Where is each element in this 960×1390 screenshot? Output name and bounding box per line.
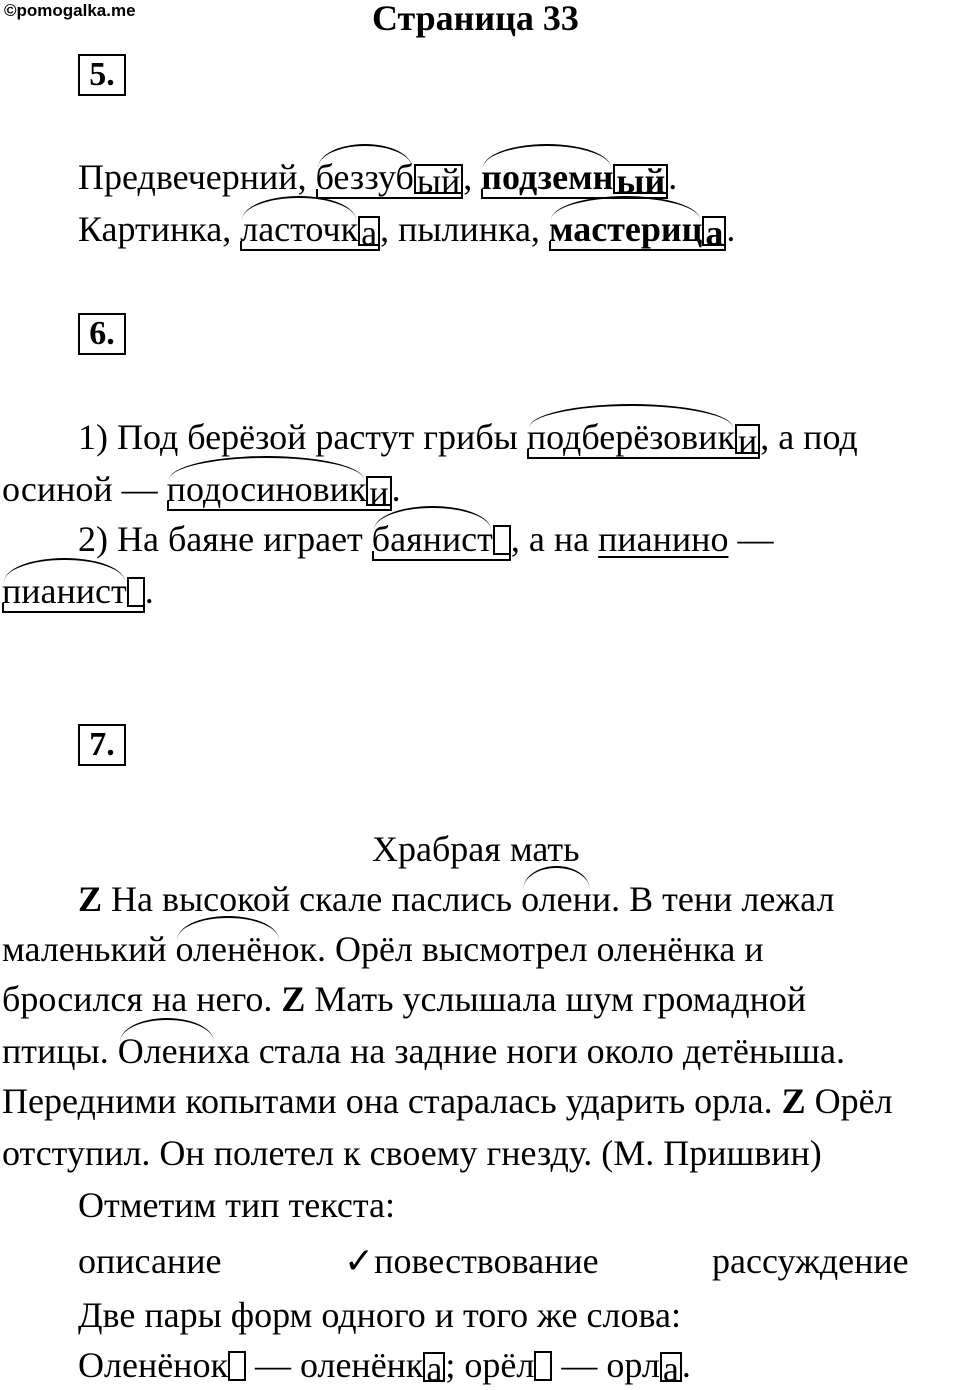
page-title: Страница 33 bbox=[372, 0, 579, 38]
word-base: ласточка bbox=[240, 204, 380, 254]
punct: , bbox=[463, 157, 473, 197]
task-7-number: 7. bbox=[78, 724, 126, 766]
word-base-bold: мастерица bbox=[549, 204, 726, 254]
word-ending: а bbox=[358, 216, 380, 246]
word-ending: и bbox=[735, 424, 760, 454]
story-line-6: отступил. Он полетел к своему гнезду. (М. Пришвин) bbox=[2, 1133, 822, 1173]
underlined-word: пианино bbox=[598, 519, 729, 559]
text: птицы. bbox=[2, 1031, 109, 1071]
text: 2) На баяне играет bbox=[78, 519, 363, 559]
word: Картинка, bbox=[78, 209, 232, 249]
story-line-4 bbox=[2, 1026, 845, 1076]
punct: . bbox=[681, 1345, 691, 1385]
word-base: подосиновики bbox=[167, 464, 392, 514]
text: ок. Орёл высмотрел оленёнка и bbox=[281, 929, 764, 969]
word-ending: ый bbox=[414, 164, 463, 194]
task-6-number: 6. bbox=[78, 313, 126, 355]
text: Передними копытами она старалась ударить орла. bbox=[2, 1081, 773, 1121]
text: бросился на него. bbox=[2, 979, 273, 1019]
root-word: Олени bbox=[118, 1026, 216, 1076]
text: Орёл bbox=[814, 1081, 893, 1121]
task-5-line-2 bbox=[78, 204, 735, 254]
task-5-line-1 bbox=[78, 152, 677, 202]
punct: . bbox=[144, 571, 154, 611]
story-line-1 bbox=[78, 874, 834, 924]
word: — орл bbox=[561, 1345, 660, 1385]
story-title: Храбрая мать bbox=[372, 829, 580, 869]
word-base: пианист bbox=[2, 566, 145, 616]
word-ending-empty bbox=[127, 577, 145, 607]
story-line-2 bbox=[2, 924, 764, 974]
word-ending-empty bbox=[493, 525, 511, 555]
word-ending: а bbox=[702, 216, 726, 246]
word: Предвечерний, bbox=[78, 157, 307, 197]
task-5-number: 5. bbox=[78, 54, 126, 96]
word: Оленёнок bbox=[78, 1345, 228, 1385]
word: — оленёнк bbox=[254, 1345, 424, 1385]
word: ; орёл bbox=[445, 1345, 535, 1385]
punct: . bbox=[726, 209, 736, 249]
text: , а под bbox=[760, 417, 858, 457]
text: Мать услышала шум громадной bbox=[314, 979, 807, 1019]
text: На высокой скале паслись bbox=[111, 879, 513, 919]
option-label: повествование bbox=[374, 1241, 599, 1281]
word-base: баянист bbox=[372, 514, 511, 564]
z-mark: Z bbox=[78, 879, 103, 919]
text: осиной — bbox=[2, 469, 158, 509]
text: 1) Под берёзой растут грибы bbox=[78, 417, 518, 457]
z-mark: Z bbox=[281, 979, 306, 1019]
task-6-sentence-1b bbox=[2, 464, 401, 514]
word-ending-empty bbox=[228, 1351, 246, 1381]
word-ending: а bbox=[423, 1352, 445, 1382]
word-pairs bbox=[78, 1340, 691, 1390]
z-mark: Z bbox=[781, 1081, 806, 1121]
option-description: описание bbox=[78, 1241, 222, 1281]
word: , пылинка, bbox=[380, 209, 540, 249]
word-base-bold: подземный bbox=[481, 152, 668, 202]
check-icon: ✓ bbox=[344, 1241, 375, 1282]
text: ха стала на задние ноги около детёныша. bbox=[216, 1031, 845, 1071]
punct: . bbox=[391, 469, 401, 509]
text: — bbox=[737, 519, 774, 559]
word-ending: а bbox=[660, 1352, 682, 1382]
word-ending: ый bbox=[613, 164, 668, 194]
pairs-label: Две пары форм одного и того же слова: bbox=[78, 1295, 681, 1335]
task-6-sentence-2b bbox=[2, 566, 154, 616]
task-6-sentence-2a bbox=[78, 514, 773, 564]
type-label: Отметим тип текста: bbox=[78, 1185, 395, 1225]
text: , а на bbox=[510, 519, 590, 559]
word-ending-empty bbox=[534, 1351, 552, 1381]
watermark: ©pomogalka.me bbox=[4, 1, 136, 20]
story-line-5 bbox=[2, 1076, 893, 1126]
word-base: беззубый bbox=[316, 152, 464, 202]
text: и. В тени лежал bbox=[591, 879, 835, 919]
option-reasoning: рассуждение bbox=[712, 1241, 909, 1281]
root-word: оленён bbox=[175, 924, 281, 974]
word-ending: и bbox=[366, 476, 391, 506]
punct: . bbox=[668, 157, 678, 197]
task-6-sentence-1a bbox=[78, 412, 858, 462]
story-line-3 bbox=[2, 974, 806, 1024]
option-narration bbox=[344, 1236, 599, 1287]
word-base: подберёзовики bbox=[527, 412, 760, 462]
text: маленький bbox=[2, 929, 167, 969]
root-word: олен bbox=[521, 874, 592, 924]
